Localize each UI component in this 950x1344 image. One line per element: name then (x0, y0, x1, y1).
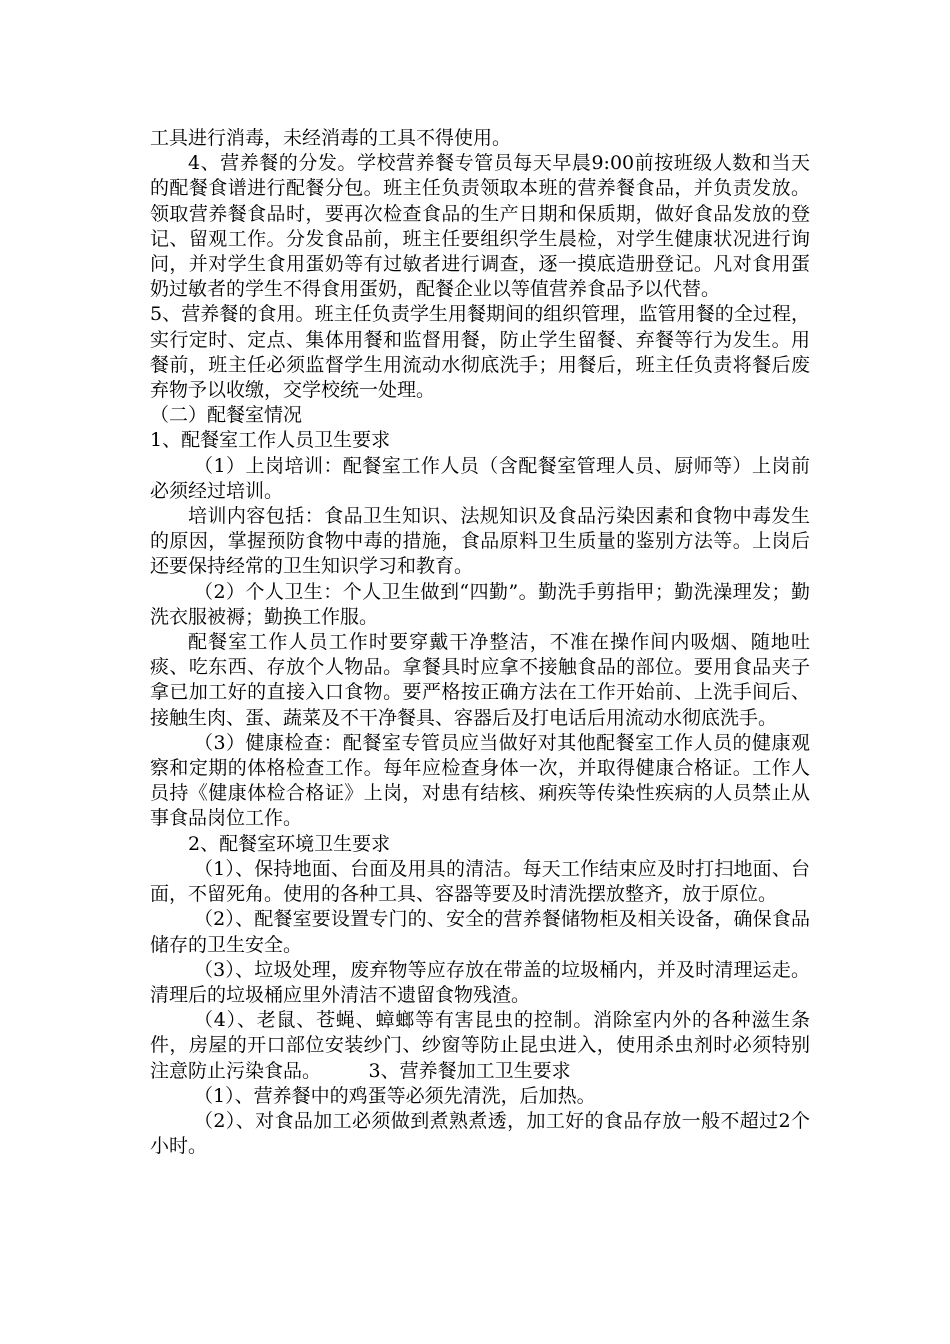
paragraph-waste: （3）、垃圾处理，废弃物等应存放在带盖的垃圾桶内，并及时清理运走。清理后的垃圾桶应里外清洁不遗留食物残渣。 (150, 958, 810, 1006)
paragraph-storage: （2）、配餐室要设置专门的、安全的营养餐储物柜及相关设备，确保食品储存的卫生安全。 (150, 908, 810, 956)
paragraph-cooking: （2）、对食品加工必须做到煮熟煮透，加工好的食品存放一般不超过2个小时。 (150, 1109, 810, 1158)
paragraph-personal-hygiene: （2）个人卫生：个人卫生做到“四勤”。勤洗手剪指甲；勤洗澡理发；勤洗衣服被褥；勤换工作服。 (150, 580, 810, 628)
subheading-environment-hygiene: 2、配餐室环境卫生要求 (188, 832, 391, 855)
paragraph-disinfection-end: 工具进行消毒，未经消毒的工具不得使用。 (150, 127, 512, 149)
paragraph-pest-control: （4）、老鼠、苍蝇、蟑螂等有害昆虫的控制。消除室内外的各种滋生条件，房屋的开口部位安装纱门、纱窗等防止昆虫进入，使用杀虫剂时必须特别注意防止污染食品。 3、营养餐加工卫生要求 (150, 1009, 810, 1082)
paragraph-staff-conduct: 配餐室工作人员工作时要穿戴干净整洁，不准在操作间内吸烟、随地吐痰、吃东西、存放个人物品。拿餐具时应拿不接触食品的部位。要用食品夹子拿已加工好的直接入口食物。要严格按正确方法在工作开始前、上洗手间后、接触生肉、蛋、蔬菜及不干净餐具、容器后及打电话后用流动水彻底洗手。 (150, 631, 810, 729)
paragraph-training: （1）上岗培训：配餐室工作人员（含配餐室管理人员、厨师等）上岗前必须经过培训。 (150, 454, 810, 502)
section-heading-kitchen: （二）配餐室情况 (150, 404, 303, 427)
document-body (150, 126, 810, 1159)
paragraph-cleanliness: （1）、保持地面、台面及用具的清洁。每天工作结束应及时打扫地面、台面，不留死角。使用的各种工具、容器等要及时清洗摆放整齐，放于原位。 (150, 857, 810, 906)
paragraph-meal-distribution: 4、营养餐的分发。学校营养餐专管员每天早晨9:00前按班级人数和当天的配餐食谱进行配餐分包。班主任负责领取本班的营养餐食品，并负责发放。领取营养餐食品时，要再次检查食品的生产日期和保质期，做好食品发放的登记、留观工作。分发食品前，班主任要组织学生晨检，对学生健康状况进行询问，并对学生食用蛋奶等有过敏者进行调查，逐一摸底造册登记。凡对食用蛋奶过敏者的学生不得食用蛋奶，配餐企业以等值营养食品予以代替。 (150, 152, 810, 301)
paragraph-egg-washing: （1）、营养餐中的鸡蛋等必须先清洗，后加热。 (194, 1084, 596, 1107)
paragraph-training-content: 培训内容包括：食品卫生知识、法规知识及食品污染因素和食物中毒发生的原因，掌握预防食物中毒的措施，食品原料卫生质量的鉴别方法等。上岗后还要保持经常的卫生知识学习和教育。 (150, 505, 810, 578)
paragraph-meal-consumption: 5、营养餐的食用。班主任负责学生用餐期间的组织管理，监管用餐的全过程，实行定时、定点、集体用餐和监督用餐，防止学生留餐、弃餐等行为发生。用餐前，班主任必须监督学生用流动水彻底洗手；用餐后，班主任负责将餐后废弃物予以收缴，交学校统一处理。 (150, 303, 810, 402)
subheading-staff-hygiene: 1、配餐室工作人员卫生要求 (150, 429, 391, 452)
paragraph-health-check: （3）健康检查：配餐室专管员应当做好对其他配餐室工作人员的健康观察和定期的体格检查工作。每年应检查身体一次，并取得健康合格证。工作人员持《健康体检合格证》上岗，对患有结核、痢疾等传染性疾病的人员禁止从事食品岗位工作。 (150, 731, 810, 830)
